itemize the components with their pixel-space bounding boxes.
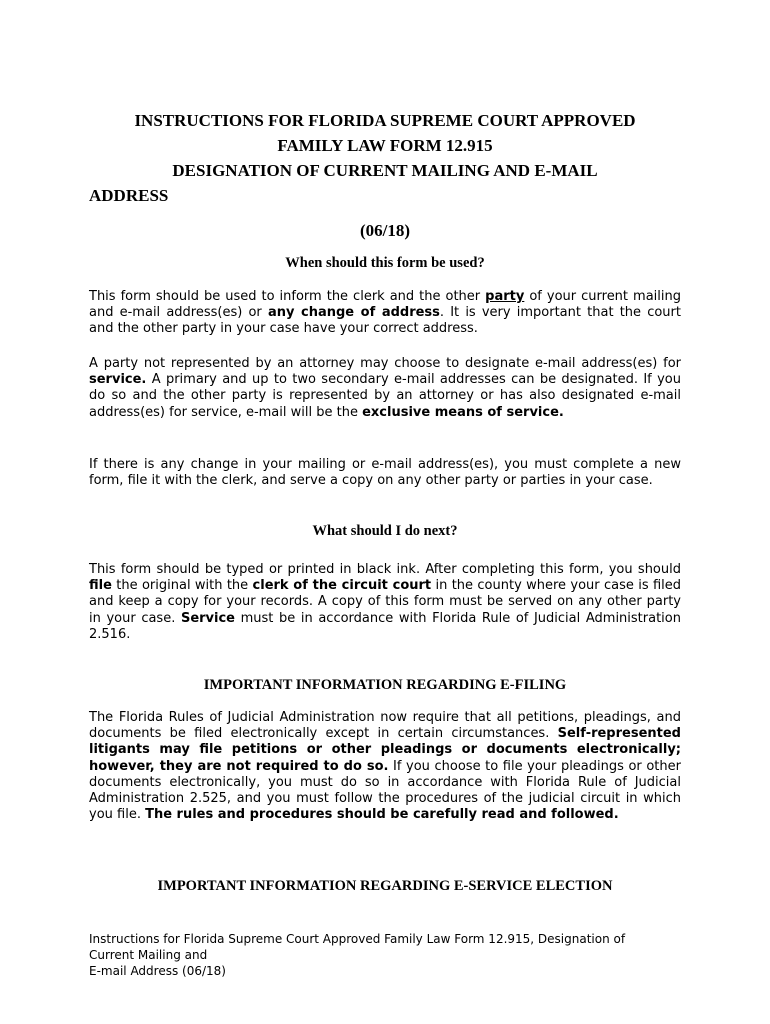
text-seg: This form should be typed or printed in black ink. After completing this form, you should	[89, 562, 681, 577]
paragraph-address-change: If there is any change in your mailing or e-mail address(es), you must complete a new form, file it with the clerk, and serve a copy on any other party or parties in your case.	[89, 457, 681, 489]
paragraph-inform-clerk	[89, 289, 681, 338]
title-line-3-overflow: ADDRESS	[89, 186, 169, 205]
document-title-block	[89, 108, 681, 243]
page-footer	[89, 931, 681, 979]
footer-line-3: E-mail Address (06/18)	[89, 964, 226, 978]
emphasis-rules-read-and-followed: The rules and procedures should be carefully read and followed.	[145, 807, 619, 823]
text-seg: If you choose to file your pleadings or other documents electronically, you must do so in accordance with Florida Rule of Judicial Administration 2.525, and you must follow the procedures of the judicial circuit in which you file.	[89, 758, 681, 823]
text-seg: the original with the	[111, 578, 253, 594]
paragraph-e-filing-requirements	[89, 710, 681, 823]
heading-when-should-form-be-used: When should this form be used?	[285, 255, 485, 271]
heading-important-information-e-service-election: IMPORTANT INFORMATION REGARDING E-SERVICE ELECTION	[157, 878, 613, 894]
emphasis-service: service.	[89, 372, 147, 388]
emphasis-any-change-of-address: any change of address	[267, 305, 440, 321]
heading-important-information-e-filing: IMPORTANT INFORMATION REGARDING E-FILING	[203, 677, 567, 693]
paragraph-what-to-do-next	[89, 562, 681, 643]
paragraph-designate-email-service	[89, 356, 681, 421]
emphasis-exclusive-means-of-service: exclusive means of service.	[362, 404, 564, 420]
title-line-1: INSTRUCTIONS FOR FLORIDA SUPREME COURT APPROVED	[134, 111, 636, 130]
emphasis-self-represented-litigants: Self-represented litigants may file petitions or other pleadings or documents electronically; however, they are not required to do so.	[89, 726, 681, 774]
text-seg: This form should be used to inform the clerk and the other	[89, 289, 486, 304]
text-seg: of your current mailing and e-mail address(es) or	[89, 289, 681, 321]
emphasis-party: party	[485, 289, 525, 304]
text-seg: The Florida Rules of Judicial Administration now require that all petitions, pleadings, and documents be filed electronically except in certain circumstances.	[89, 710, 681, 742]
emphasis-clerk-of-the-circuit-court: clerk of the circuit court	[252, 578, 432, 594]
text-seg: must be in accordance with Florida Rule of Judicial Administration 2.516.	[89, 610, 681, 642]
text-seg: A party not represented by an attorney may choose to designate e-mail address(es) for	[89, 356, 681, 371]
text-seg: in the county where your case is filed and keep a copy for your records. A copy of this form must be served on any other party in your case.	[89, 578, 682, 626]
title-revision-date: (06/18)	[359, 221, 411, 240]
heading-what-should-i-do-next: What should I do next?	[312, 523, 458, 539]
footer-line-1: Instructions for Florida Supreme Court Approved Family Law Form 12.915, Designation of	[89, 932, 626, 946]
title-line-3	[89, 158, 681, 208]
title-line-3-main: DESIGNATION OF CURRENT MAILING AND E-MAIL	[172, 161, 598, 180]
emphasis-file: file	[89, 578, 112, 594]
emphasis-service-word: Service	[180, 610, 235, 626]
text-seg: A primary and up to two secondary e-mail addresses can be designated. If you do so and the other party is represented by an attorney or has also designated e-mail address(es) for service, e-mail will be the	[89, 372, 681, 420]
footer-line-2: Current Mailing and	[89, 948, 208, 962]
text-seg: . It is very important that the court and the other party in your case have your correct address.	[89, 305, 681, 337]
title-line-2: FAMILY LAW FORM 12.915	[277, 136, 493, 155]
